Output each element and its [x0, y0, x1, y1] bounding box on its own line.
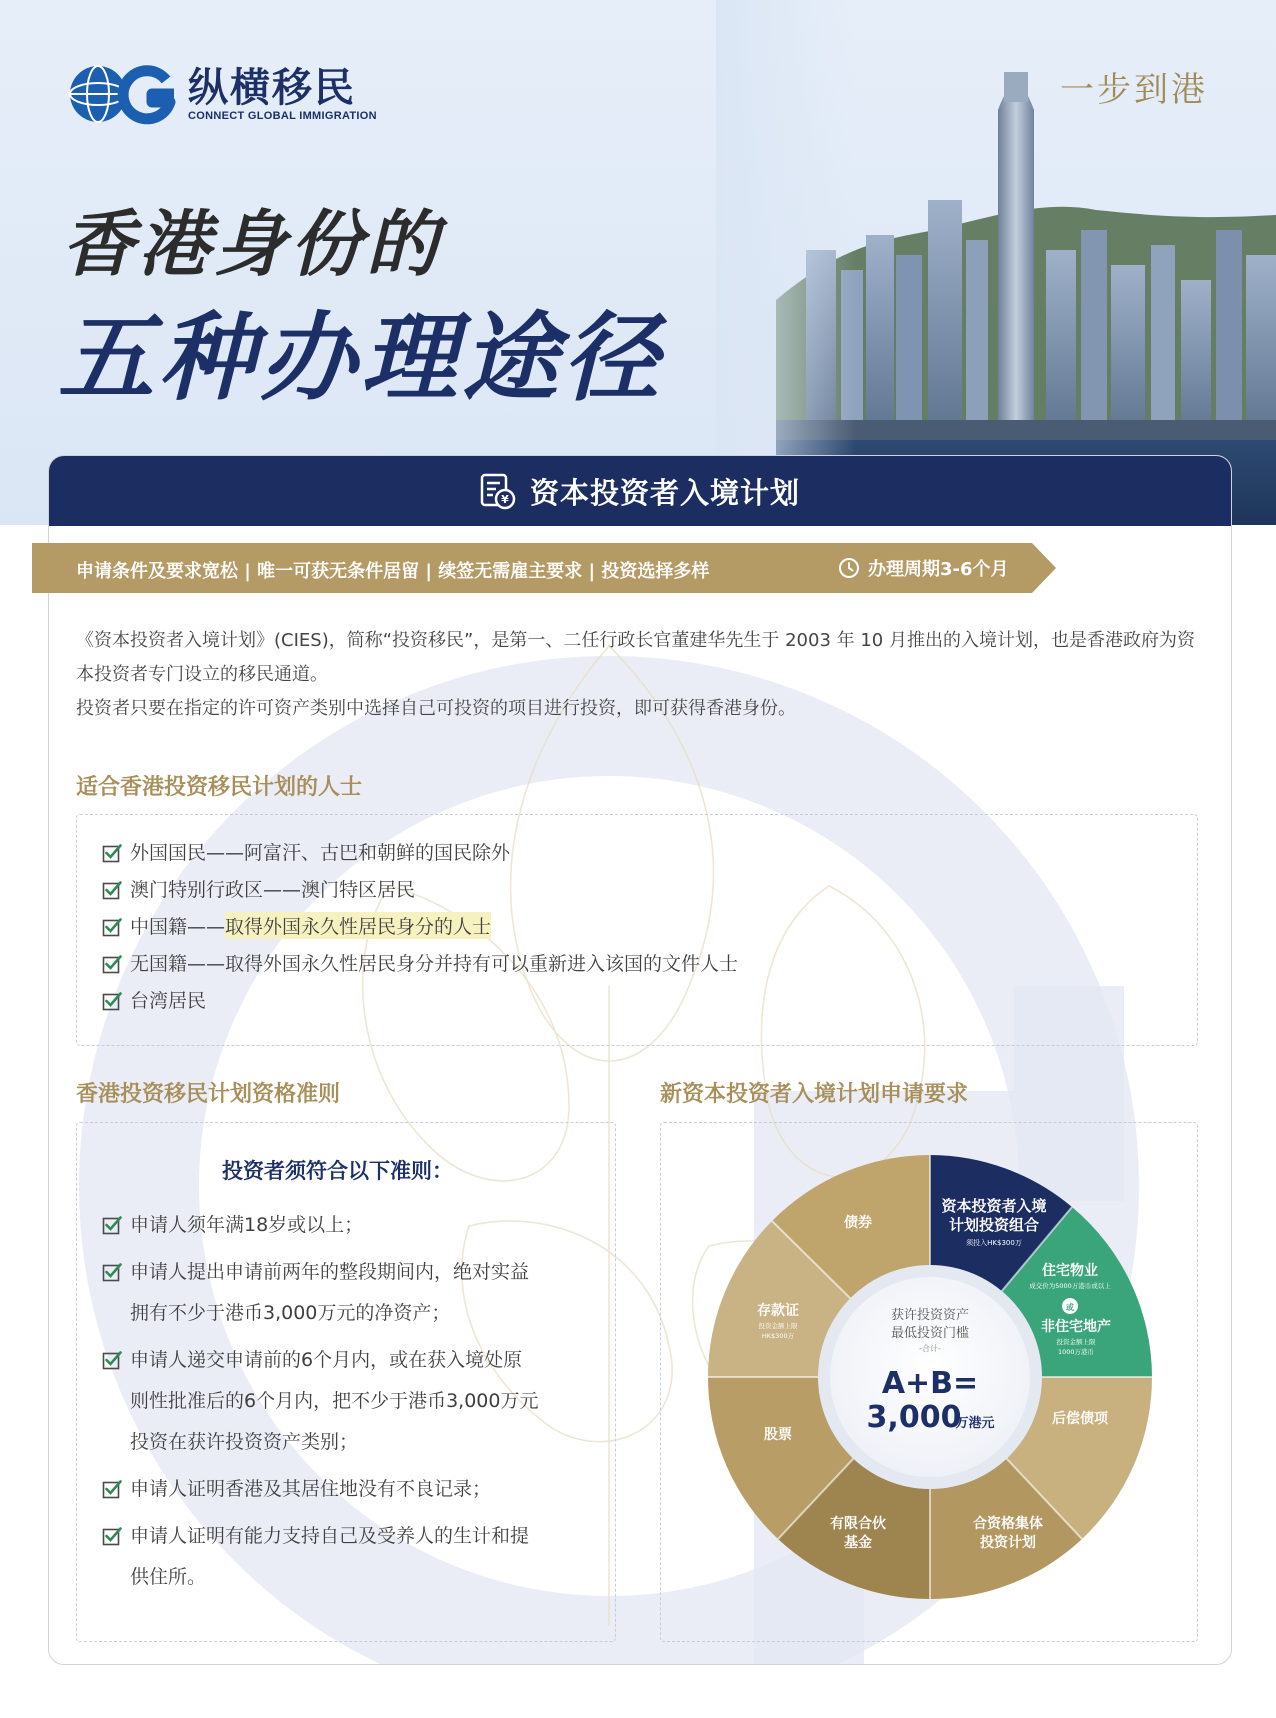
- suitable-section-title: 适合香港投资移民计划的人士: [76, 775, 363, 800]
- cis-label-line2: 投资计划: [980, 1535, 1036, 1551]
- criteria-list: [102, 1205, 602, 1598]
- hero-banner: [0, 0, 1276, 525]
- stocks-label: 股票: [764, 1427, 792, 1443]
- portfolio-note: 须投入HK$300万: [966, 1239, 1022, 1247]
- list-item: [102, 1516, 602, 1598]
- deposit-note1: 投资金额上限: [758, 1322, 798, 1330]
- or-label: 或: [1066, 1303, 1074, 1312]
- brand-name-cn: 纵横移民: [188, 65, 356, 111]
- svg-text:¥: ¥: [501, 493, 509, 506]
- checkbox-checked-icon: [102, 954, 122, 974]
- investment-donut-diagram: [708, 1155, 1152, 1599]
- intro-paragraphs: [76, 624, 1196, 726]
- suitable-item-3: 中国籍——: [130, 916, 226, 938]
- portfolio-label-line1: 资本投资者入境: [941, 1197, 1047, 1215]
- criteria-section-title: 香港投资移民计划资格准则: [76, 1082, 341, 1107]
- suitable-item-5: 台湾居民: [130, 990, 207, 1012]
- portfolio-label-line2: 计划投资组合: [948, 1216, 1040, 1234]
- checkbox-checked-icon: [102, 1215, 122, 1235]
- residential-label: 住宅物业: [1042, 1263, 1098, 1279]
- criteria-item-1: 申请人须年满18岁或以上；: [130, 1214, 364, 1236]
- checkbox-checked-icon: [102, 1479, 122, 1499]
- suitable-list: [102, 838, 1182, 1023]
- list-item: [102, 875, 1182, 912]
- criteria-item-5-line2: 供住所。: [130, 1566, 207, 1588]
- list-item: [102, 949, 1182, 986]
- criteria-item-3-line1: 申请人递交申请前的6个月内，或在获入境处原: [130, 1349, 523, 1371]
- bonds-label: 债券: [844, 1215, 872, 1231]
- list-item: [102, 838, 1182, 875]
- lpf-label-line2: 基金: [844, 1535, 872, 1551]
- suitable-item-3-highlight: 取得外国永久性居民身分的人士: [225, 912, 491, 939]
- debt-label: 后偿债项: [1052, 1411, 1108, 1427]
- list-item: [102, 1205, 602, 1246]
- residential-note: 成交价为5000万港币或以上: [1029, 1282, 1111, 1290]
- nonresidential-note2: 1000万港币: [1057, 1348, 1095, 1356]
- criteria-item-3-line3: 投资在获许投资资产类别；: [130, 1431, 359, 1453]
- center-formula: A+B=: [881, 1366, 979, 1401]
- suitable-item-2: 澳门特别行政区——澳门特区居民: [130, 879, 416, 901]
- checkbox-checked-icon: [102, 991, 122, 1011]
- slogan: 一步到港: [1060, 70, 1208, 110]
- processing-period-text: 办理周期3-6个月: [868, 559, 1009, 580]
- nonresidential-note1: 投资金额上限: [1056, 1338, 1096, 1346]
- hero-title-line1: 香港身份的: [62, 202, 443, 286]
- cg-globe-logo-icon: [66, 62, 178, 126]
- center-amount: 3,000: [866, 1400, 962, 1435]
- criteria-item-4: 申请人证明香港及其居住地没有不良记录；: [130, 1478, 492, 1500]
- center-line2: 最低投资门槛: [890, 1326, 970, 1341]
- deposit-note2: HK$300万: [761, 1332, 795, 1340]
- card-header: [49, 456, 1231, 526]
- list-item: [102, 912, 1182, 949]
- criteria-item-2-line1: 申请人提出申请前两年的整段期间内，绝对实益: [130, 1261, 530, 1283]
- checkbox-checked-icon: [102, 917, 122, 937]
- checkbox-checked-icon: [102, 1350, 122, 1370]
- nonresidential-label: 非住宅地产: [1041, 1319, 1111, 1335]
- center-line3: -合计-: [919, 1344, 941, 1353]
- document-coin-icon: [480, 472, 516, 510]
- center-line1: 获许投资资产: [890, 1308, 970, 1323]
- criteria-subtitle: 投资者须符合以下准则：: [222, 1159, 453, 1183]
- criteria-item-3-line2: 则性批准后的6个月内，把不少于港币3,000万元: [130, 1390, 539, 1412]
- deposit-label: 存款证: [757, 1303, 799, 1319]
- clock-icon: [838, 557, 860, 579]
- processing-period: [838, 555, 1009, 581]
- brand-name-en: CONNECT GLOBAL IMMIGRATION: [188, 110, 377, 122]
- intro-paragraph-2: 投资者只要在指定的许可资产类别中选择自己可投资的项目进行投资，即可获得香港身份。: [76, 698, 796, 719]
- list-item: [102, 1340, 602, 1463]
- cis-label-line1: 合资格集体: [973, 1516, 1043, 1532]
- checkbox-checked-icon: [102, 843, 122, 863]
- requirements-section-title: 新资本投资者入境计划申请要求: [660, 1082, 969, 1107]
- criteria-item-2-line2: 拥有不少于港币3,000万元的净资产；: [130, 1302, 451, 1324]
- lpf-label-line1: 有限合伙: [830, 1516, 886, 1532]
- brand-logo: [66, 62, 377, 126]
- center-unit: 万港元: [955, 1416, 995, 1431]
- card-title: 资本投资者入境计划: [529, 475, 800, 510]
- feature-list: 申请条件及要求宽松 | 唯一可获无条件居留 | 续签无需雇主要求 | 投资选择多样: [76, 561, 710, 582]
- hero-title-line2: 五种办理途径: [58, 302, 664, 414]
- suitable-item-1: 外国国民——阿富汗、古巴和朝鲜的国民除外: [130, 842, 511, 864]
- suitable-item-4: 无国籍——取得外国永久性居民身分并持有可以重新进入该国的文件人士: [130, 953, 739, 975]
- checkbox-checked-icon: [102, 1526, 122, 1546]
- list-item: [102, 986, 1182, 1023]
- list-item: [102, 1252, 602, 1334]
- checkbox-checked-icon: [102, 1262, 122, 1282]
- intro-paragraph-1: 《资本投资者入境计划》(CIES)，简称“投资移民”，是第一、二任行政长官董建华先生于 2003 年 10 月推出的入境计划，也是香港政府为资本投资者专门设立的移民通道。: [76, 630, 1195, 685]
- checkbox-checked-icon: [102, 880, 122, 900]
- criteria-item-5-line1: 申请人证明有能力支持自己及受养人的生计和提: [130, 1525, 530, 1547]
- list-item: [102, 1469, 602, 1510]
